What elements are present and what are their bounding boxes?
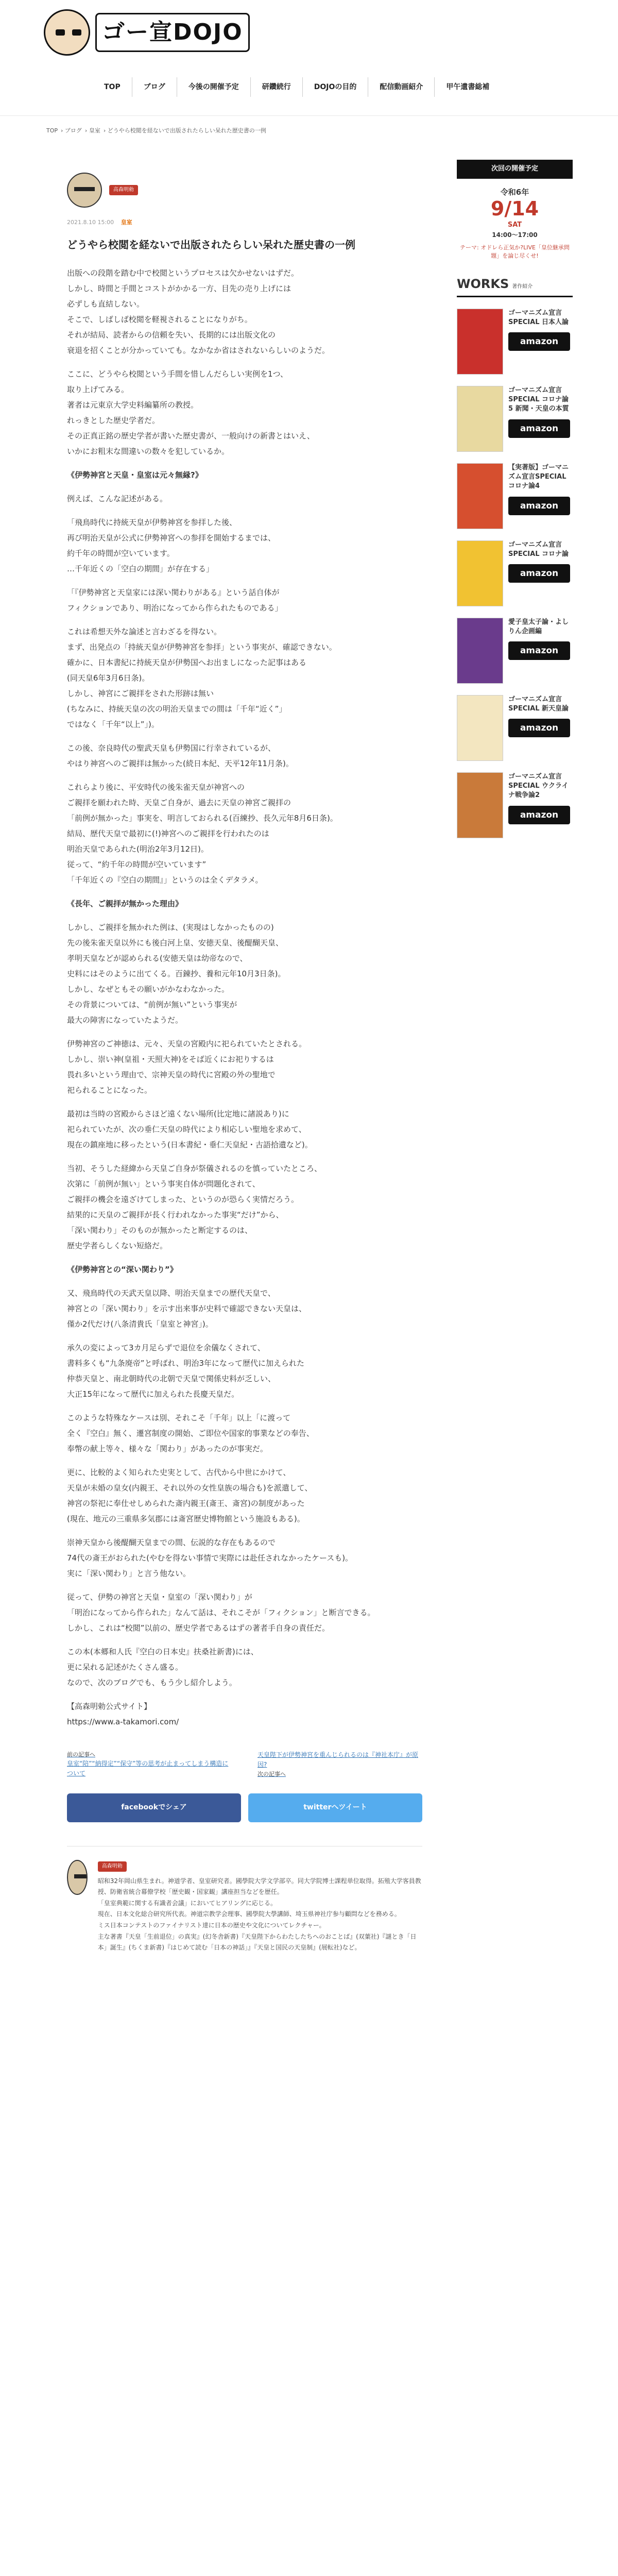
article-paragraph: 「『伊勢神宮と天皇家には深い関わりがある』という話自体が フィクションであり、明治になってから作られたものである」 bbox=[67, 587, 283, 613]
share-buttons bbox=[67, 1793, 422, 1822]
facebook-share-button[interactable]: facebookでシェア bbox=[67, 1793, 241, 1822]
nav-blog[interactable]: ブログ bbox=[132, 77, 177, 97]
book-title[interactable]: 【実著版】ゴーマニズム宣言SPECIAL コロナ論4 bbox=[508, 463, 569, 490]
breadcrumb-category[interactable]: 皇室 bbox=[89, 127, 100, 134]
author-avatar[interactable] bbox=[67, 173, 102, 208]
site-header bbox=[0, 0, 618, 116]
book-title[interactable]: 愛子皇太子論・よしりん企画編 bbox=[508, 618, 569, 636]
site-logo[interactable] bbox=[44, 9, 250, 56]
author-badge[interactable]: 高森明勅 bbox=[109, 185, 138, 195]
book-title[interactable]: ゴーマニズム宣言SPECIAL 新天皇論 bbox=[508, 695, 569, 713]
book-item bbox=[457, 309, 573, 375]
post-category[interactable]: 皇室 bbox=[121, 219, 132, 226]
section-heading: 《長年、ご親拝が無かった理由》 bbox=[67, 899, 183, 908]
article-paragraph: しかし、ご親拝を無かれた例は、(実現はしなかったものの) 先の後朱雀天皇以外にも後白河上皇、安徳天皇、後醍醐天皇、 孝明天皇などが認められる(安徳天皇は幼帝なので、 史料にはそのように出てくる。百錬抄、養和元年10月3日条)。 しかし、なぜともその願いがかなわなかった。 その背景については、“前例が無い”という事実が 最大の障害になっていたようだ。 bbox=[67, 922, 286, 1025]
profile-avatar bbox=[67, 1860, 88, 1895]
article-paragraph: 当初、そうした経緯から天皇ご自身が祭儀されるのを慎っていたところ、 次第に「前例が無い」という事実自体が問題化されて、 ご親拝の機会を遠ざけてしまった、というのが恐らく実情だろう。 結果的に天皇のご親拝が長く行われなかった事実“だけ”から、 「深い関わり」そのものが無かったと断定するのは、 歴史学者らしくない短絡だ。 bbox=[67, 1163, 322, 1250]
book-cover[interactable] bbox=[457, 463, 503, 529]
breadcrumb-current: どうやら校閲を経ないで出版されたらしい呆れた歴史書の一例 bbox=[107, 127, 266, 134]
nav-schedule[interactable]: 今後の開催予定 bbox=[177, 77, 251, 97]
article-title: どうやら校閲を経ないで出版されたらしい呆れた歴史書の一例 bbox=[67, 238, 355, 251]
twitter-share-button[interactable]: twitterへツイート bbox=[248, 1793, 422, 1822]
prev-title: 皇室“陪”“納得定”“保守”等の思考が止まってしまう構造について bbox=[67, 1760, 229, 1777]
article-paragraph: これらより後に、平安時代の後朱雀天皇が神宮への ご親拝を願われた時、天皇ご自身が、過去に天皇の神宮ご親拝の 「前例が無かった」事実を、明言しておられる(百練抄、長久元年8月6日条)。 結局、歴代天皇で最初に(!)神宮へのご親拝を行われたのは 明治天皇であられた(明治2年3月12日)。 従って、“約千年の時間が空いています” 「千年近くの『空白の期間』」というのは全くデタラメ。 bbox=[67, 782, 338, 885]
schedule-date: 9/14 bbox=[490, 197, 539, 220]
book-item bbox=[457, 386, 573, 452]
book-item bbox=[457, 618, 573, 684]
book-cover[interactable] bbox=[457, 540, 503, 606]
logo-text: ゴー宣DOJO bbox=[95, 13, 250, 52]
nav-top[interactable]: TOP bbox=[93, 77, 132, 97]
next-schedule[interactable] bbox=[457, 179, 573, 264]
breadcrumb: TOP › ブログ › 皇室 › どうやら校閲を経ないで出版されたらしい呆れた歴史書の一例 bbox=[46, 127, 266, 134]
profile-badge[interactable]: 高森明勅 bbox=[98, 1861, 127, 1872]
book-item bbox=[457, 540, 573, 606]
article-paragraph: ここに、どうやら校閲という手間を惜しんだらしい実例を1つ、 取り上げてみる。 著者は元東京大学史料編纂所の教授。 れっきとした歴史学者だ。 その正真正銘の歴史学者が書いた歴史書が、一般向けの新書とはいえ、 いかにお粗末な間違いの数々を犯しているか。 bbox=[67, 369, 315, 456]
article-paragraph: この本(本郷和人氏『空白の日本史』扶桑社新書)には、 更に呆れる記述がたくさん盛る。 なので、次のブログでも、もう少し紹介しよう。 bbox=[67, 1647, 259, 1687]
schedule-dow: SAT bbox=[507, 221, 522, 229]
sidebar bbox=[457, 160, 573, 838]
article-paragraph: このような特殊なケースは別、それこそ「千年」以上「に渡って 全く『空白』無く、遷宮制度の開始、ご即位や国家的事業などの奉告、 奉幣の献上等々、様々な「関わり」があったのが事実だ。 bbox=[67, 1413, 314, 1453]
schedule-theme: テーマ: オドレら正気か?LIVE「皇位継承問題」を論じ尽くせ! bbox=[460, 244, 570, 260]
schedule-year: 令和6年 bbox=[500, 187, 529, 197]
section-heading: 《伊勢神宮との“深い関わり”》 bbox=[67, 1264, 178, 1274]
article bbox=[67, 173, 422, 1954]
book-cover[interactable] bbox=[457, 695, 503, 761]
nav-purpose[interactable]: DOJOの目的 bbox=[303, 77, 369, 97]
schedule-time: 14:00〜17:00 bbox=[492, 231, 538, 239]
book-title[interactable]: ゴーマニズム宣言SPECIAL コロナ論 bbox=[508, 540, 569, 558]
amazon-button[interactable]: amazon bbox=[508, 806, 570, 824]
article-body bbox=[67, 265, 422, 1730]
author-profile bbox=[67, 1846, 422, 1954]
article-paragraph: この後、奈良時代の聖武天皇も伊勢国に行幸されているが、 やはり神宮へのご親拝は無かった(続日本紀、天平12年11月条)。 bbox=[67, 743, 294, 768]
book-title[interactable]: ゴーマニズム宣言SPECIAL 日本人論 bbox=[508, 309, 569, 327]
prev-next-nav bbox=[67, 1750, 422, 1779]
nav-archive[interactable]: 甲午遺書総補 bbox=[446, 83, 490, 91]
book-cover[interactable] bbox=[457, 618, 503, 684]
works-heading bbox=[457, 274, 573, 297]
article-paragraph: 又、飛鳥時代の天武天皇以降、明治天皇までの歴代天皇で、 神宮との「深い関わり」を示す出来事が史料で確認できない天皇は、 僅か2代だけ(八条清貴氏「皇室と神宮」)。 bbox=[67, 1288, 307, 1329]
post-meta bbox=[67, 218, 422, 227]
amazon-button[interactable]: amazon bbox=[508, 641, 570, 660]
nav-videos[interactable]: 配信動画紹介 bbox=[368, 77, 435, 97]
schedule-heading: 次回の開催予定 bbox=[457, 160, 573, 179]
amazon-button[interactable]: amazon bbox=[508, 419, 570, 438]
article-paragraph: これは希想天外な論述と言わざるを得ない。 まず、出発点の「持統天皇が伊勢神宮を参拝」という事実が、確認できない。 確かに、日本書紀に持統天皇が伊勢国へお出ましになった記事はある (同天皇6年3月6日条)。 しかし、神宮にご親拝をされた形跡は無い (ちなみに、持統天皇の次の明治天皇までの間は「千年“近く”」 ではなく「千年“以上”」)。 bbox=[67, 626, 337, 729]
breadcrumb-top[interactable]: TOP bbox=[46, 127, 58, 134]
global-nav bbox=[93, 77, 501, 97]
article-paragraph: 出版への段階を踏む中で校閲というプロセスは欠かせないはずだ。 しかし、時間と手間とコストがかかる一方、目先の売り上げには 必ずしも直結しない。 そこで、しばしば校閲を軽視されることになりがち。 それが結局、読者からの信頼を失い、長期的には出版文化の 衰退を招くことが分かっていても。なかなか省はされないらしいのようだ。 bbox=[67, 268, 330, 355]
prev-article-link[interactable] bbox=[67, 1750, 232, 1779]
works-sub: 著作紹介 bbox=[512, 283, 533, 290]
article-paragraph: 例えば、こんな記述がある。 bbox=[67, 494, 168, 503]
book-title[interactable]: ゴーマニズム宣言SPECIAL コロナ論5 新聞・天皇の本質 bbox=[508, 386, 569, 413]
article-paragraph: 承久の変によって3カ月足らずで退位を余儀なくされて、 書料多くも“九条廃帝”と呼ばれ、明治3年になって歴代に加えられた 仲恭天皇と、南北朝時代の北朝で天皇で関係史料が乏しい、 大正15年になって歴代に加えられた長慶天皇だ。 bbox=[67, 1343, 304, 1399]
amazon-button[interactable]: amazon bbox=[508, 332, 570, 351]
amazon-button[interactable]: amazon bbox=[508, 564, 570, 583]
next-article-link[interactable] bbox=[258, 1750, 422, 1779]
article-paragraph: 「飛鳥時代に持統天皇が伊勢神宮を参拝した後、 再び明治天皇が公式に伊勢神宮への参拝を開始するまでは、 約千年の時間が空いています。 …千年近くの「空白の期間」が存在する」 bbox=[67, 517, 276, 573]
article-paragraph: 最初は当時の宮殿からさほど遠くない場所(比定地に諸説あり)に 祀られていたが、次の垂仁天皇の時代により相応しい聖地を求めて、 現在の鎮座地に移ったという(日本書紀・垂仁天皇紀・古語拾遺など)。 bbox=[67, 1109, 313, 1149]
article-paragraph: 更に、比較的よく知られた史実として、古代から中世にかけて、 天皇が未婚の皇女(内親王、それ以外の女性皇族の場合も)を派遣して、 神宮の祭祀に奉仕せしめられた斎内親王(斎王、斎宮)の制度があった (現在、地元の三重県多気郡には斎宮歴史博物館という施設もある)。 bbox=[67, 1467, 313, 1523]
article-paragraph: 従って、伊勢の神宮と天皇・皇室の「深い関わり」が 「明治になってから作られた」なんて話は、それこそが「フィクション」と断言できる。 しかし、これは“校閲”以前の、歴史学者であるはずの著者手自身の責任だ。 bbox=[67, 1592, 375, 1633]
post-date: 2021.8.10 15:00 bbox=[67, 219, 114, 226]
next-title: 天皇陛下が伊勢神宮を重んじられるのは『神社本庁』が原因? bbox=[258, 1751, 419, 1768]
book-cover[interactable] bbox=[457, 772, 503, 838]
amazon-button[interactable]: amazon bbox=[508, 497, 570, 515]
book-item bbox=[457, 695, 573, 761]
article-paragraph: 【高森明勅公式サイト】 https://www.a-takamori.com/ bbox=[67, 1701, 179, 1726]
article-paragraph: 伊勢神宮のご神徳は、元々、天皇の宮殿内に祀られていたとされる。 しかし、崇い神(皇祖・天照大神)をそば近くにお祀りするは 畏れ多いという理由で、宗神天皇の時代に宮殿の外の聖地で 祀られることになった。 bbox=[67, 1039, 307, 1095]
book-title[interactable]: ゴーマニズム宣言SPECIAL ウクライナ戦争論2 bbox=[508, 772, 569, 800]
book-cover[interactable] bbox=[457, 386, 503, 452]
author-head bbox=[67, 173, 422, 208]
mascot-face-icon bbox=[44, 9, 90, 56]
amazon-button[interactable]: amazon bbox=[508, 719, 570, 737]
works-title: WORKS bbox=[457, 276, 509, 291]
nav-study[interactable]: 研鑽続行 bbox=[251, 77, 303, 97]
next-label: 次の記事へ bbox=[258, 1770, 286, 1777]
section-heading: 《伊勢神宮と天皇・皇室は元々無縁?》 bbox=[67, 470, 203, 480]
article-paragraph: 崇神天皇から後醍醐天皇までの間、伝説的な存在もあるので 74代の斎王がおられた(やむを得ない事情で実際には赴任されなかったケースも)。 実に「深い関わり」と言う他ない。 bbox=[67, 1537, 353, 1578]
profile-text: 昭和32年岡山県生まれ。神道学者、皇室研究者。國學院大学文学部卒。同大学院博士課程単位取得。拓殖大学客員教授、防衛省統合幕僚学校「歴史観・国家観」講座担当などを歴任。 「皇室典範に関する有識者会議」においてヒアリングに応じる。 現在、日本文化総合研究所代表。神道宗教学会理事、國學院大學講師、埼玉県神社庁参与顧問などを務める。 ミス日本コンテストのファイナリスト達に日本の歴史や文化についてレクチャー。 主な著書『天皇「生前退位」の真実』(幻冬舎新書)『天皇陛下からわたしたちへのおことば』(双葉社)『謎とき「日本」誕生』(ちくま新書)『はじめて読む「日本の神話」』『天皇と国民の天皇制』(展転社)など。 bbox=[97, 1877, 421, 1952]
book-item bbox=[457, 463, 573, 529]
prev-label: 前の記事へ bbox=[67, 1751, 95, 1758]
book-item bbox=[457, 772, 573, 838]
book-list bbox=[457, 309, 573, 838]
breadcrumb-blog[interactable]: ブログ bbox=[64, 127, 82, 134]
book-cover[interactable] bbox=[457, 309, 503, 375]
